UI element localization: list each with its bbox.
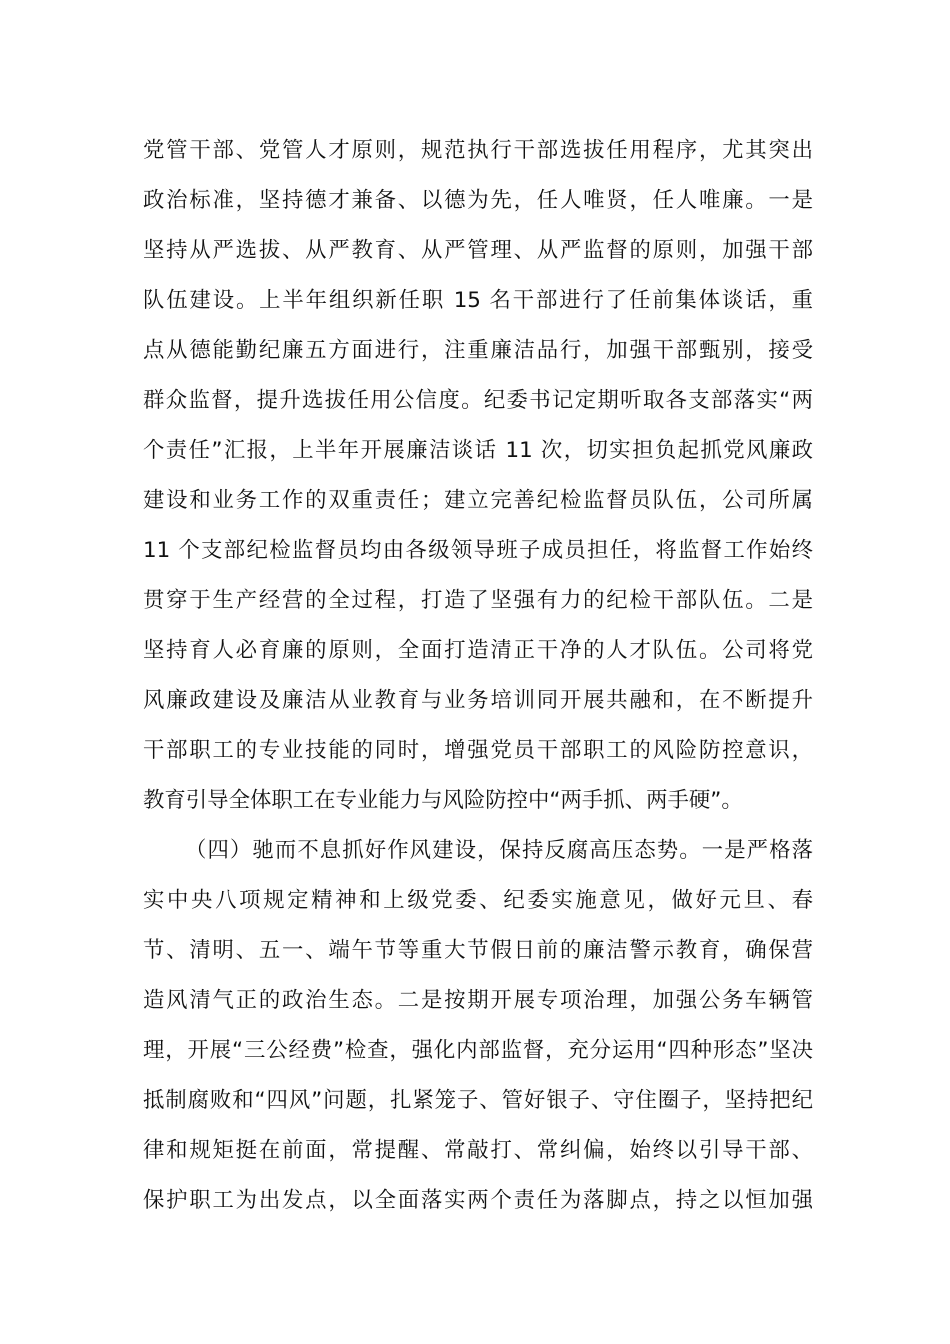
text-line: 贯穿于生产经营的全过程，打造了坚强有力的纪检干部队伍。二是 — [143, 588, 813, 613]
text-line: 点从德能勤纪廉五方面进行，注重廉洁品行，加强干部甄别，接受 — [143, 338, 813, 363]
body-text — [143, 126, 813, 1226]
text-line: 保护职工为出发点，以全面落实两个责任为落脚点，持之以恒加强 — [143, 1188, 813, 1213]
text-line: 节、清明、五一、端午节等重大节假日前的廉洁警示教育，确保营 — [143, 938, 813, 963]
text-line: 教育引导全体职工在专业能力与风险防控中“两手抓、两手硬”。 — [143, 788, 743, 813]
text-line: 党管干部、党管人才原则，规范执行干部选拔任用程序，尤其突出 — [143, 138, 813, 163]
text-line: 抵制腐败和“四风”问题，扎紧笼子、管好银子、守住圈子，坚持把纪 — [143, 1088, 813, 1113]
text-line: 干部职工的专业技能的同时，增强党员干部职工的风险防控意识， — [143, 738, 813, 763]
text-line: 实中央八项规定精神和上级党委、纪委实施意见，做好元旦、春 — [143, 888, 813, 913]
text-line: 风廉政建设及廉洁从业教育与业务培训同开展共融和，在不断提升 — [143, 688, 813, 713]
text-line: 造风清气正的政治生态。二是按期开展专项治理，加强公务车辆管 — [143, 988, 813, 1013]
text-line: 坚持从严选拔、从严教育、从严管理、从严监督的原则，加强干部 — [143, 238, 813, 263]
text-line: 律和规矩挺在前面，常提醒、常敲打、常纠偏，始终以引导干部、 — [143, 1138, 813, 1163]
text-line: 政治标准，坚持德才兼备、以德为先，任人唯贤，任人唯廉。一是 — [143, 188, 813, 213]
text-line: 队伍建设。上半年组织新任职 15 名干部进行了任前集体谈话，重 — [143, 288, 813, 313]
text-line: 11 个支部纪检监督员均由各级领导班子成员担任，将监督工作始终 — [143, 538, 813, 563]
section-heading-line: （四）驰而不息抓好作风建设，保持反腐高压态势。一是严格落 — [185, 838, 813, 863]
text-line: 建设和业务工作的双重责任；建立完善纪检监督员队伍，公司所属 — [143, 488, 813, 513]
text-line: 个责任”汇报，上半年开展廉洁谈话 11 次，切实担负起抓党风廉政 — [143, 438, 813, 463]
text-line: 群众监督，提升选拔任用公信度。纪委书记定期听取各支部落实“两 — [143, 388, 813, 413]
text-line: 坚持育人必育廉的原则，全面打造清正干净的人才队伍。公司将党 — [143, 638, 813, 663]
text-line: 理，开展“三公经费”检查，强化内部监督，充分运用“四种形态”坚决 — [143, 1038, 813, 1063]
